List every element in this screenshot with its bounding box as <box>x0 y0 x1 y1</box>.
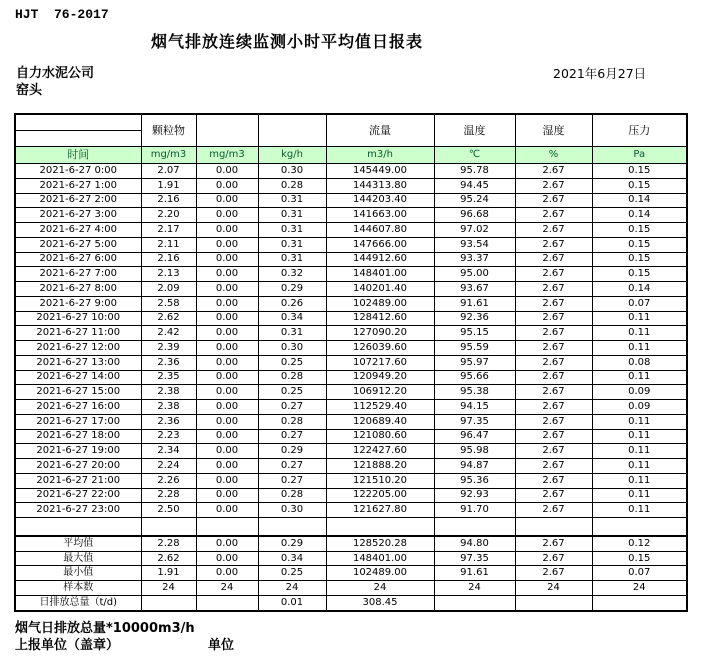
table-cell: 2.20 <box>141 208 196 223</box>
table-cell: 0.25 <box>258 385 326 400</box>
table-row <box>15 566 687 581</box>
table-cell: 2021-6-27 5:00 <box>15 237 141 252</box>
table-row <box>15 503 687 518</box>
table-cell: 2021-6-27 7:00 <box>15 267 141 282</box>
table-cell: 107217.60 <box>326 355 434 370</box>
table-row <box>15 414 687 429</box>
table-cell <box>326 518 434 536</box>
table-cell: 2.38 <box>141 385 196 400</box>
table-cell: 126039.60 <box>326 341 434 356</box>
table-cell: 0.00 <box>196 444 258 459</box>
table-cell <box>196 518 258 536</box>
table-cell: 2021-6-27 11:00 <box>15 326 141 341</box>
table-cell: 106912.20 <box>326 385 434 400</box>
unit-header-mgm3-1: mg/m3 <box>141 147 196 164</box>
table-cell: 2021-6-27 0:00 <box>15 164 141 179</box>
table-cell: 121627.80 <box>326 503 434 518</box>
table-cell: 2.58 <box>141 296 196 311</box>
table-cell: 2.67 <box>515 429 592 444</box>
table-row <box>15 581 687 596</box>
table-row <box>15 355 687 370</box>
table-cell: 1.91 <box>141 566 196 581</box>
page-title: 烟气排放连续监测小时平均值日报表 <box>151 32 424 51</box>
table-cell: 0.31 <box>258 223 326 238</box>
table-cell: 0.01 <box>258 595 326 611</box>
table-cell: 2.67 <box>515 400 592 415</box>
table-cell: 2.42 <box>141 326 196 341</box>
table-cell: 2.67 <box>515 444 592 459</box>
table-cell: 0.12 <box>592 536 687 551</box>
table-cell: 91.61 <box>434 296 515 311</box>
table-cell: 94.80 <box>434 536 515 551</box>
table-cell: 2.67 <box>515 223 592 238</box>
report-table <box>14 113 688 612</box>
table-cell: 2021-6-27 14:00 <box>15 370 141 385</box>
table-cell: 2.67 <box>515 282 592 297</box>
table-cell: 121888.20 <box>326 459 434 474</box>
unit-header-m3h: m3/h <box>326 147 434 164</box>
table-cell: 0.07 <box>592 296 687 311</box>
table-cell: 2.62 <box>141 311 196 326</box>
table-cell: 145449.00 <box>326 164 434 179</box>
table-cell: 2021-6-27 3:00 <box>15 208 141 223</box>
table-cell: 0.34 <box>258 311 326 326</box>
table-cell: 2.67 <box>515 385 592 400</box>
table-row <box>15 223 687 238</box>
table-cell: 102489.00 <box>326 566 434 581</box>
table-cell: 121510.20 <box>326 473 434 488</box>
table-cell: 0.00 <box>196 341 258 356</box>
table-cell: 95.00 <box>434 267 515 282</box>
table-cell: 127090.20 <box>326 326 434 341</box>
unit-header-time: 时间 <box>15 147 141 164</box>
corner-cell-top <box>15 114 141 131</box>
table-row <box>15 444 687 459</box>
footnote-report-unit: 上报单位（盖章） <box>15 638 120 653</box>
table-cell: 0.00 <box>196 385 258 400</box>
table-cell: 140201.40 <box>326 282 434 297</box>
column-header-pm: 颗粒物 <box>141 114 196 147</box>
table-cell: 0.31 <box>258 252 326 267</box>
table-cell: 2021-6-27 10:00 <box>15 311 141 326</box>
table-cell: 0.00 <box>196 551 258 566</box>
table-cell: 2.35 <box>141 370 196 385</box>
table-cell: 2.38 <box>141 400 196 415</box>
table-cell: 2.67 <box>515 164 592 179</box>
table-cell: 0.11 <box>592 370 687 385</box>
table-cell: 0.28 <box>258 370 326 385</box>
table-cell: 0.00 <box>196 208 258 223</box>
table-cell: 0.27 <box>258 400 326 415</box>
table-cell: 0.14 <box>592 193 687 208</box>
table-cell: 0.11 <box>592 444 687 459</box>
table-cell: 91.61 <box>434 566 515 581</box>
table-cell: 0.11 <box>592 488 687 503</box>
table-cell: 2021-6-27 17:00 <box>15 414 141 429</box>
table-cell: 0.31 <box>258 237 326 252</box>
table-cell: 94.45 <box>434 178 515 193</box>
table-row <box>15 164 687 179</box>
table-cell: 96.47 <box>434 429 515 444</box>
table-cell: 2.67 <box>515 459 592 474</box>
table-cell: 0.00 <box>196 237 258 252</box>
table-cell: 95.78 <box>434 164 515 179</box>
table-row <box>15 326 687 341</box>
table-cell: 0.00 <box>196 536 258 551</box>
table-cell: 2.09 <box>141 282 196 297</box>
table-cell: 2021-6-27 2:00 <box>15 193 141 208</box>
table-cell: 0.34 <box>258 551 326 566</box>
table-cell: 0.00 <box>196 178 258 193</box>
table-row <box>15 208 687 223</box>
table-cell: 0.00 <box>196 326 258 341</box>
table-cell: 2.67 <box>515 341 592 356</box>
table-cell: 0.27 <box>258 429 326 444</box>
table-cell: 0.00 <box>196 459 258 474</box>
table-cell: 0.14 <box>592 208 687 223</box>
table-cell: 24 <box>196 581 258 596</box>
header-group-row <box>15 114 687 131</box>
table-cell: 2.67 <box>515 193 592 208</box>
table-cell <box>515 595 592 611</box>
table-cell: 2021-6-27 22:00 <box>15 488 141 503</box>
table-row <box>15 282 687 297</box>
table-cell: 2.67 <box>515 237 592 252</box>
table-cell: 95.97 <box>434 355 515 370</box>
table-cell <box>196 595 258 611</box>
table-cell: 0.15 <box>592 164 687 179</box>
table-cell: 2.67 <box>515 370 592 385</box>
table-cell: 2.16 <box>141 252 196 267</box>
table-cell: 0.11 <box>592 459 687 474</box>
table-cell: 0.29 <box>258 444 326 459</box>
unit-header-pa: Pa <box>592 147 687 164</box>
table-cell: 0.27 <box>258 473 326 488</box>
table-cell: 0.15 <box>592 551 687 566</box>
table-row <box>15 400 687 415</box>
table-cell: 2.67 <box>515 252 592 267</box>
table-cell <box>515 518 592 536</box>
table-cell: 97.35 <box>434 551 515 566</box>
table-cell: 0.07 <box>592 566 687 581</box>
table-cell: 308.45 <box>326 595 434 611</box>
table-cell: 2.67 <box>515 566 592 581</box>
table-cell: 2.50 <box>141 503 196 518</box>
table-cell: 0.00 <box>196 223 258 238</box>
table-cell <box>592 595 687 611</box>
table-cell: 120689.40 <box>326 414 434 429</box>
table-cell: 97.35 <box>434 414 515 429</box>
table-cell: 0.30 <box>258 341 326 356</box>
table-cell: 2021-6-27 20:00 <box>15 459 141 474</box>
table-cell: 日排放总量（t/d) <box>15 595 141 611</box>
table-cell: 平均值 <box>15 536 141 551</box>
table-cell: 128520.28 <box>326 536 434 551</box>
table-cell: 2.67 <box>515 267 592 282</box>
unit-header-percent: % <box>515 147 592 164</box>
table-cell: 112529.40 <box>326 400 434 415</box>
table-cell: 2021-6-27 13:00 <box>15 355 141 370</box>
table-cell: 2.36 <box>141 414 196 429</box>
table-cell: 102489.00 <box>326 296 434 311</box>
table-cell: 2.36 <box>141 355 196 370</box>
table-row <box>15 551 687 566</box>
table-row <box>15 296 687 311</box>
table-cell: 2.24 <box>141 459 196 474</box>
table-row <box>15 341 687 356</box>
table-cell: 0.11 <box>592 414 687 429</box>
table-cell: 92.36 <box>434 311 515 326</box>
column-header-humidity: 湿度 <box>515 114 592 147</box>
table-cell: 2021-6-27 4:00 <box>15 223 141 238</box>
table-cell: 0.00 <box>196 370 258 385</box>
table-cell: 0.25 <box>258 355 326 370</box>
table-cell: 2021-6-27 18:00 <box>15 429 141 444</box>
table-cell: 95.36 <box>434 473 515 488</box>
table-cell: 147666.00 <box>326 237 434 252</box>
table-cell <box>592 518 687 536</box>
table-cell: 97.02 <box>434 223 515 238</box>
footnote-total-volume: 烟气日排放总量*10000m3/h <box>15 621 195 636</box>
table-row <box>15 488 687 503</box>
table-cell: 24 <box>434 581 515 596</box>
table-cell: 93.37 <box>434 252 515 267</box>
table-cell: 2.67 <box>515 414 592 429</box>
table-row <box>15 311 687 326</box>
unit-header-kgh: kg/h <box>258 147 326 164</box>
table-cell: 93.54 <box>434 237 515 252</box>
table-cell: 2021-6-27 12:00 <box>15 341 141 356</box>
table-cell: 0.30 <box>258 503 326 518</box>
column-header-blank2 <box>258 114 326 147</box>
table-cell: 2.13 <box>141 267 196 282</box>
table-cell: 0.11 <box>592 473 687 488</box>
table-cell: 0.00 <box>196 473 258 488</box>
table-cell: 0.00 <box>196 503 258 518</box>
company-name: 自力水泥公司 <box>16 66 95 81</box>
table-cell: 0.00 <box>196 252 258 267</box>
table-cell: 0.15 <box>592 252 687 267</box>
table-cell: 0.15 <box>592 267 687 282</box>
table-cell: 122427.60 <box>326 444 434 459</box>
table-cell: 2021-6-27 19:00 <box>15 444 141 459</box>
unit-header-mgm3-2: mg/m3 <box>196 147 258 164</box>
table-cell <box>141 518 196 536</box>
table-cell: 95.15 <box>434 326 515 341</box>
table-cell: 2.28 <box>141 536 196 551</box>
table-cell: 0.31 <box>258 326 326 341</box>
table-cell: 0.25 <box>258 566 326 581</box>
table-cell: 121080.60 <box>326 429 434 444</box>
table-cell <box>141 595 196 611</box>
table-cell: 95.98 <box>434 444 515 459</box>
table-cell: 2.67 <box>515 311 592 326</box>
table-cell: 2021-6-27 16:00 <box>15 400 141 415</box>
table-cell: 2.67 <box>515 208 592 223</box>
table-cell: 0.08 <box>592 355 687 370</box>
table-cell: 0.29 <box>258 282 326 297</box>
table-cell: 144607.80 <box>326 223 434 238</box>
table-cell: 0.15 <box>592 178 687 193</box>
table-cell: 2021-6-27 8:00 <box>15 282 141 297</box>
table-cell: 2.67 <box>515 355 592 370</box>
table-cell: 0.30 <box>258 164 326 179</box>
table-cell: 0.15 <box>592 223 687 238</box>
table-cell: 0.11 <box>592 311 687 326</box>
column-header-flow: 流量 <box>326 114 434 147</box>
table-cell: 0.31 <box>258 208 326 223</box>
table-row <box>15 267 687 282</box>
table-cell <box>434 518 515 536</box>
table-cell: 0.28 <box>258 488 326 503</box>
table-cell: 0.00 <box>196 429 258 444</box>
table-cell: 0.31 <box>258 193 326 208</box>
table-cell: 0.00 <box>196 400 258 415</box>
table-cell: 0.00 <box>196 282 258 297</box>
table-cell: 样本数 <box>15 581 141 596</box>
table-cell: 148401.00 <box>326 267 434 282</box>
table-cell: 0.32 <box>258 267 326 282</box>
table-cell: 0.00 <box>196 311 258 326</box>
table-cell: 0.00 <box>196 296 258 311</box>
table-cell: 94.15 <box>434 400 515 415</box>
table-row <box>15 536 687 551</box>
site-name: 窑头 <box>16 83 43 98</box>
table-row <box>15 595 687 611</box>
table-cell: 最小值 <box>15 566 141 581</box>
table-cell: 0.26 <box>258 296 326 311</box>
table-cell: 95.24 <box>434 193 515 208</box>
table-cell: 24 <box>326 581 434 596</box>
table-cell: 0.11 <box>592 341 687 356</box>
table-row <box>15 178 687 193</box>
table-row <box>15 518 687 536</box>
table-cell: 24 <box>515 581 592 596</box>
table-cell: 0.09 <box>592 400 687 415</box>
table-cell: 1.91 <box>141 178 196 193</box>
table-cell <box>15 518 141 536</box>
table-row <box>15 252 687 267</box>
table-cell: 144203.40 <box>326 193 434 208</box>
table-cell: 2.34 <box>141 444 196 459</box>
unit-header-celsius: ℃ <box>434 147 515 164</box>
table-cell: 2021-6-27 6:00 <box>15 252 141 267</box>
table-cell: 0.00 <box>196 355 258 370</box>
table-cell <box>258 518 326 536</box>
table-cell: 0.28 <box>258 414 326 429</box>
table-cell: 2.67 <box>515 503 592 518</box>
standard-number: HJT 76-2017 <box>15 7 109 22</box>
table-cell: 122205.00 <box>326 488 434 503</box>
table-cell: 24 <box>592 581 687 596</box>
table-cell: 0.14 <box>592 282 687 297</box>
table-cell: 0.00 <box>196 566 258 581</box>
table-row <box>15 385 687 400</box>
table-cell: 2.26 <box>141 473 196 488</box>
table-cell: 144912.60 <box>326 252 434 267</box>
table-cell: 0.27 <box>258 459 326 474</box>
table-cell: 93.67 <box>434 282 515 297</box>
table-cell: 2.67 <box>515 296 592 311</box>
table-cell: 0.00 <box>196 193 258 208</box>
table-cell: 0.00 <box>196 488 258 503</box>
column-header-temperature: 温度 <box>434 114 515 147</box>
table-cell: 0.00 <box>196 267 258 282</box>
table-cell: 24 <box>258 581 326 596</box>
table-cell: 0.09 <box>592 385 687 400</box>
table-cell: 0.00 <box>196 164 258 179</box>
table-cell: 0.15 <box>592 237 687 252</box>
footnote-unit: 单位 <box>208 638 235 653</box>
table-cell: 128412.60 <box>326 311 434 326</box>
table-cell: 最大值 <box>15 551 141 566</box>
table-cell: 95.66 <box>434 370 515 385</box>
table-cell: 0.28 <box>258 178 326 193</box>
table-cell: 2.67 <box>515 326 592 341</box>
table-cell: 2.67 <box>515 536 592 551</box>
table-cell: 91.70 <box>434 503 515 518</box>
corner-cell-bottom <box>15 131 141 147</box>
table-cell: 148401.00 <box>326 551 434 566</box>
table-cell: 2021-6-27 15:00 <box>15 385 141 400</box>
table-cell: 2.39 <box>141 341 196 356</box>
table-row <box>15 429 687 444</box>
table-cell <box>434 595 515 611</box>
table-cell: 120949.20 <box>326 370 434 385</box>
table-cell: 95.38 <box>434 385 515 400</box>
column-header-pressure: 压力 <box>592 114 687 147</box>
header-units-row <box>15 147 687 164</box>
report-date: 2021年6月27日 <box>553 66 647 81</box>
table-cell: 0.11 <box>592 326 687 341</box>
table-cell: 24 <box>141 581 196 596</box>
table-cell: 2.17 <box>141 223 196 238</box>
table-cell: 92.93 <box>434 488 515 503</box>
table-row <box>15 237 687 252</box>
table-cell: 0.29 <box>258 536 326 551</box>
table-row <box>15 459 687 474</box>
table-row <box>15 370 687 385</box>
table-cell: 2.07 <box>141 164 196 179</box>
table-cell: 2.67 <box>515 488 592 503</box>
table-cell: 95.59 <box>434 341 515 356</box>
table-cell: 2.28 <box>141 488 196 503</box>
table-cell: 0.11 <box>592 429 687 444</box>
table-row <box>15 473 687 488</box>
table-cell: 94.87 <box>434 459 515 474</box>
table-cell: 2021-6-27 21:00 <box>15 473 141 488</box>
table-cell: 2.11 <box>141 237 196 252</box>
table-cell: 96.68 <box>434 208 515 223</box>
table-cell: 141663.00 <box>326 208 434 223</box>
table-cell: 2.67 <box>515 178 592 193</box>
table-cell: 0.11 <box>592 503 687 518</box>
table-cell: 2.23 <box>141 429 196 444</box>
table-cell: 2021-6-27 23:00 <box>15 503 141 518</box>
table-cell: 2021-6-27 9:00 <box>15 296 141 311</box>
table-cell: 2.16 <box>141 193 196 208</box>
column-header-blank1 <box>196 114 258 147</box>
table-cell: 2.67 <box>515 473 592 488</box>
table-cell: 0.00 <box>196 414 258 429</box>
table-cell: 2.67 <box>515 551 592 566</box>
table-cell: 2.62 <box>141 551 196 566</box>
table-cell: 144313.80 <box>326 178 434 193</box>
table-cell: 2021-6-27 1:00 <box>15 178 141 193</box>
table-row <box>15 193 687 208</box>
